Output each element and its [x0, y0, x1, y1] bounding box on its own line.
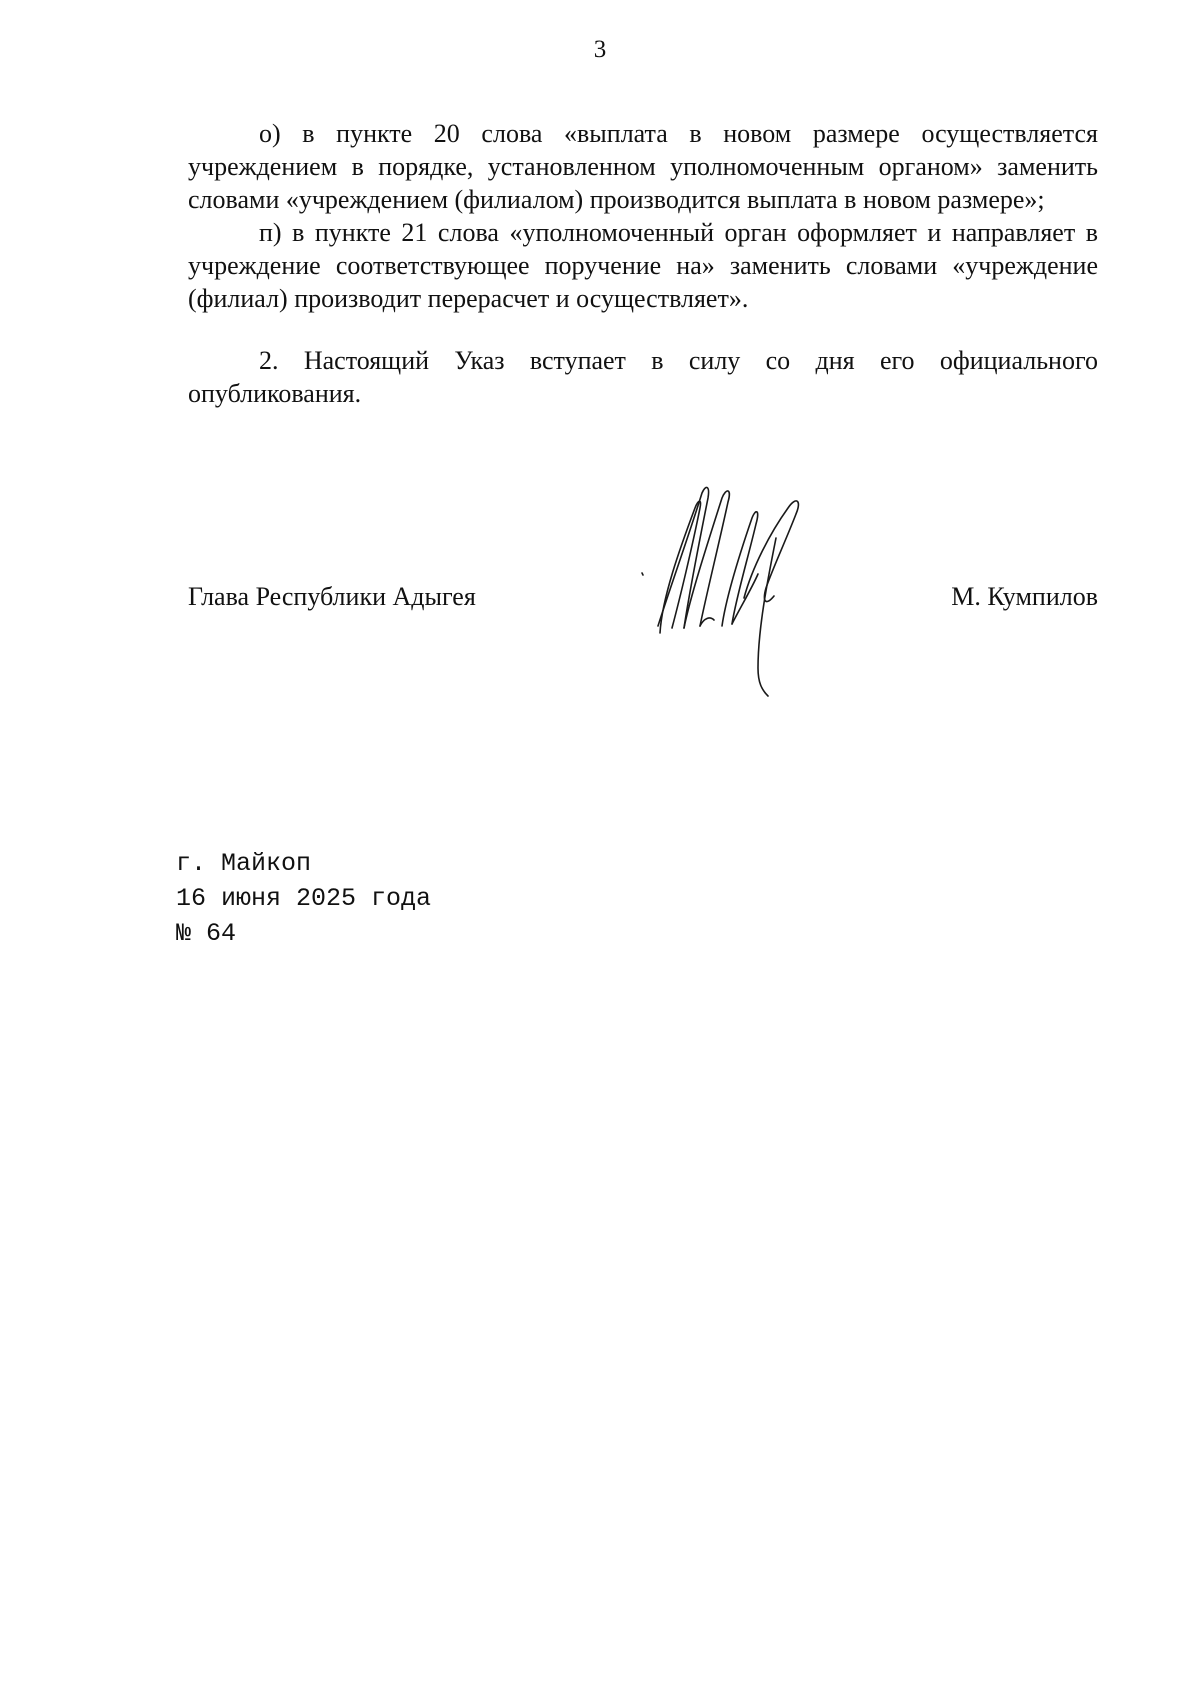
signatory-position: Глава Республики Адыгея	[188, 582, 476, 611]
city: г. Майкоп	[176, 849, 312, 878]
decree-number: № 64	[176, 919, 237, 948]
place-date-block	[176, 846, 431, 951]
paragraph-item-o: о) в пункте 20 слова «выплата в новом размере осуществляется учреждением в порядке, установленном уполномоченным органом» заменить словами «учреждением (филиалом) производится выплата в новом размере»;	[188, 119, 1098, 214]
decree-date: 16 июня 2025 года	[176, 884, 432, 913]
page-number: 3	[593, 36, 607, 63]
paragraph-effective-date: 2. Настоящий Указ вступает в силу со дня его официального опубликования.	[188, 346, 1098, 408]
signatory-name: М. Кумпилов	[951, 582, 1098, 611]
decree-body	[188, 117, 1098, 410]
paragraph-item-p: п) в пункте 21 слова «уполномоченный орган оформляет и направляет в учреждение соответствующее поручение на» заменить словами «учреждение (филиал) производит перерасчет и осуществляет».	[188, 218, 1098, 313]
handwritten-signature	[640, 478, 860, 708]
